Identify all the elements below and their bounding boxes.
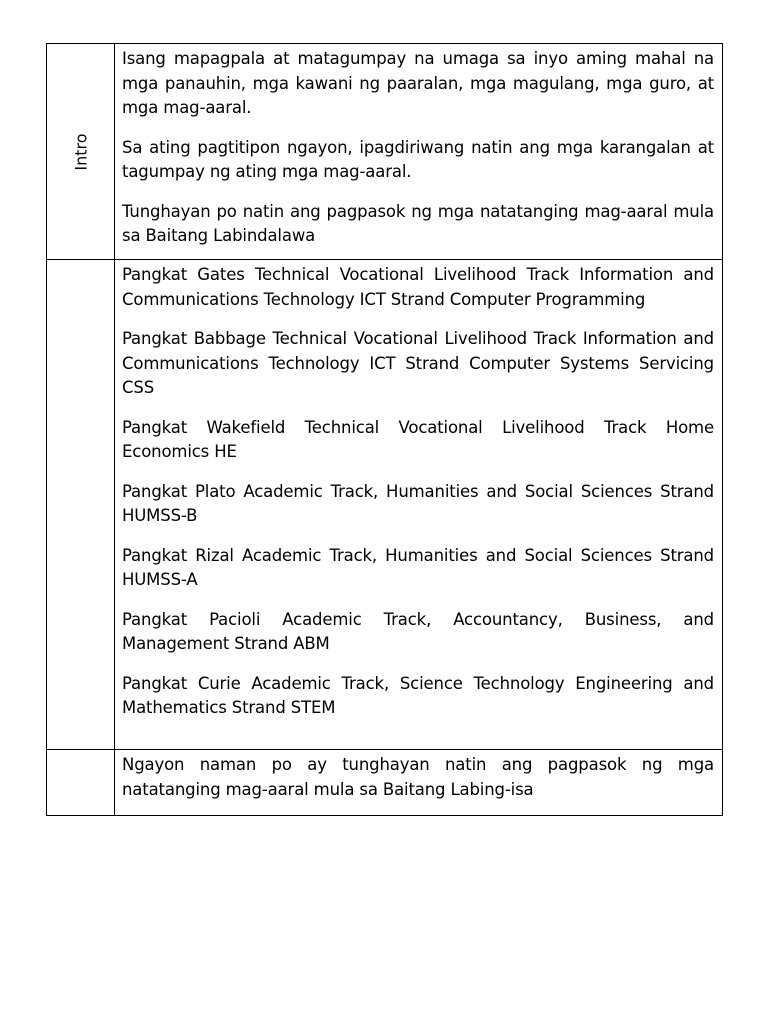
table-row [47,260,723,750]
script-text-cell [115,260,723,750]
script-paragraph: Tunghayan po natin ang pagpasok ng mga natatanging mag-aaral mula sa Baitang Labindalawa [122,201,714,245]
script-paragraph: Pangkat Pacioli Academic Track, Accountancy, Business, and Management Strand ABM [122,609,714,653]
table-row [47,44,723,260]
script-paragraph: Sa ating pagtitipon ngayon, ipagdiriwang natin ang mga karangalan at tagumpay ng ating mga mag-aaral. [122,137,714,181]
table-row [47,750,723,816]
script-paragraph: Pangkat Babbage Technical Vocational Livelihood Track Information and Communications Technology ICT Strand Computer Systems Servicing CSS [122,329,714,397]
script-paragraph: Ngayon naman po ay tunghayan natin ang pagpasok ng mga natatanging mag-aaral mula sa Baitang Labing-isa [122,755,714,799]
script-paragraph: Pangkat Gates Technical Vocational Livelihood Track Information and Communications Technology ICT Strand Computer Programming [122,265,714,309]
section-label-cell [47,44,115,260]
script-paragraph: Isang mapagpala at matagumpay na umaga sa inyo aming mahal na mga panauhin, mga kawani ng paaralan, mga magulang, mga guro, at mga mag-aaral. [122,49,714,117]
section-label-cell [47,260,115,750]
section-label-cell [47,750,115,816]
program-script-table [46,43,723,816]
script-paragraph: Pangkat Rizal Academic Track, Humanities and Social Sciences Strand HUMSS-A [122,545,714,589]
script-paragraph: Pangkat Plato Academic Track, Humanities and Social Sciences Strand HUMSS-B [122,481,714,525]
script-text-cell [115,750,723,816]
script-text-cell [115,44,723,260]
section-label: Intro [71,132,90,171]
script-paragraph: Pangkat Wakefield Technical Vocational Livelihood Track Home Economics HE [122,417,714,461]
script-paragraph: Pangkat Curie Academic Track, Science Technology Engineering and Mathematics Strand STEM [122,673,714,717]
